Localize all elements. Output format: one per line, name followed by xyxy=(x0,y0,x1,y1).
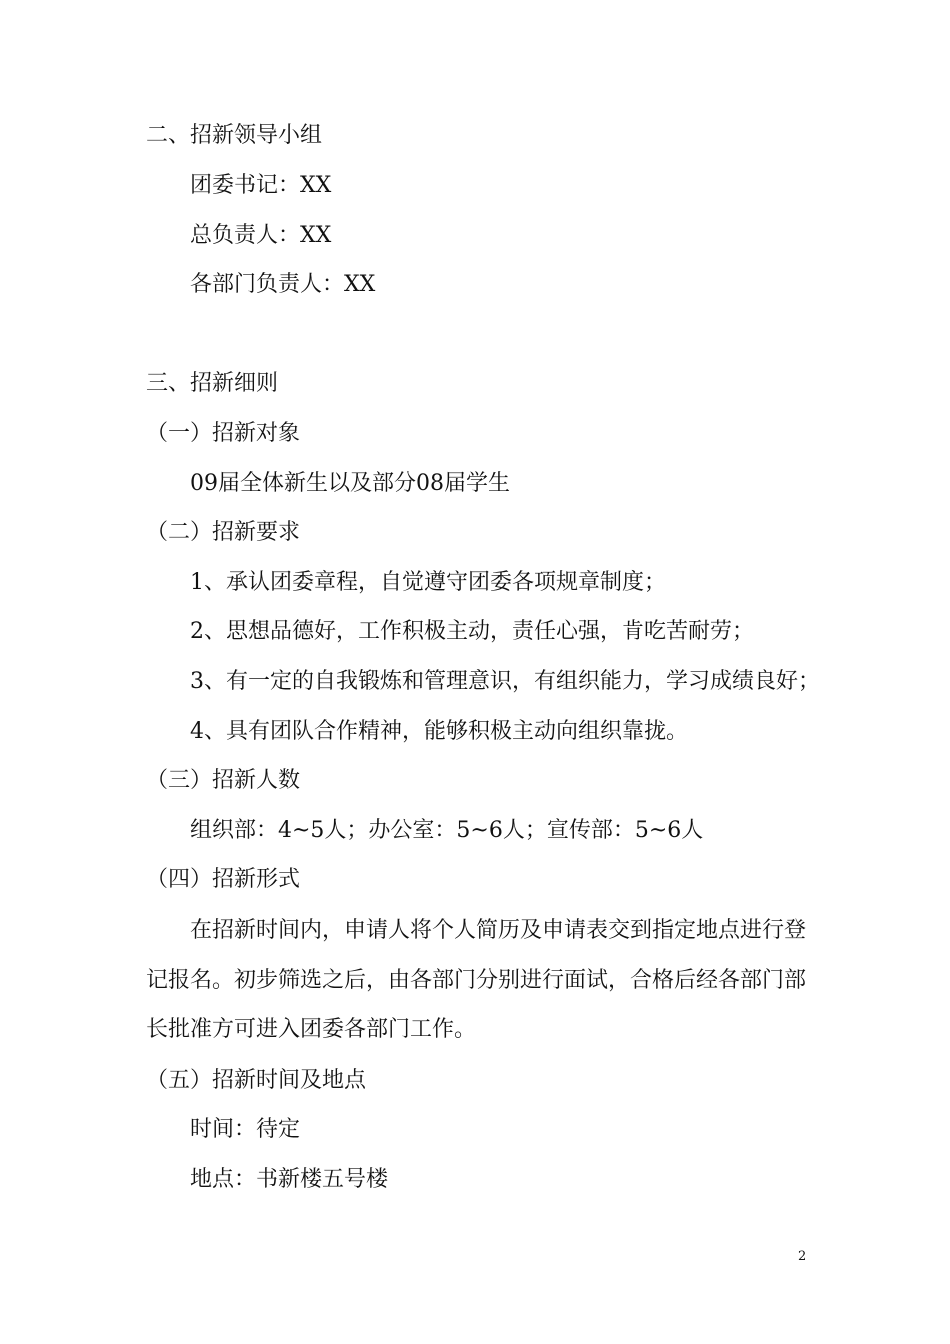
subheading-headcount: （三）招新人数 xyxy=(146,768,301,793)
leader-general: 总负责人：XX xyxy=(190,223,332,248)
subheading-format: （四）招新形式 xyxy=(146,867,301,892)
requirement-item: 1、承认团委章程，自觉遵守团委各项规章制度； xyxy=(190,570,666,595)
format-text: 在招新时间内，申请人将个人简历及申请表交到指定地点进行登记报名。初步筛选之后，由各部门分别进行面试，合格后经各部门部长批准方可进入团委各部门工作。 xyxy=(146,918,807,1042)
subheading-target: （一）招新对象 xyxy=(146,421,301,446)
target-text: 09届全体新生以及部分08届学生 xyxy=(190,471,510,496)
format-paragraph xyxy=(146,906,808,1055)
requirement-item: 2、思想品德好，工作积极主动，责任心强，肯吃苦耐劳； xyxy=(190,619,754,644)
leader-secretary: 团委书记：XX xyxy=(190,173,332,198)
subheading-time-place: （五）招新时间及地点 xyxy=(146,1068,367,1093)
subheading-requirements: （二）招新要求 xyxy=(146,520,301,545)
section-heading-rules: 三、招新细则 xyxy=(146,371,279,396)
requirement-item: 3、有一定的自我锻炼和管理意识，有组织能力，学习成绩良好； xyxy=(190,669,820,694)
page-number: 2 xyxy=(798,1249,807,1264)
time-text: 时间：待定 xyxy=(190,1117,301,1142)
leader-departments: 各部门负责人：XX xyxy=(190,272,376,297)
section-heading-leadership: 二、招新领导小组 xyxy=(146,123,323,148)
headcount-text: 组织部：4~5人；办公室：5~6人；宣传部：5~6人 xyxy=(190,818,704,843)
requirement-item: 4、具有团队合作精神，能够积极主动向组织靠拢。 xyxy=(190,719,688,744)
place-text: 地点：书新楼五号楼 xyxy=(190,1167,389,1192)
